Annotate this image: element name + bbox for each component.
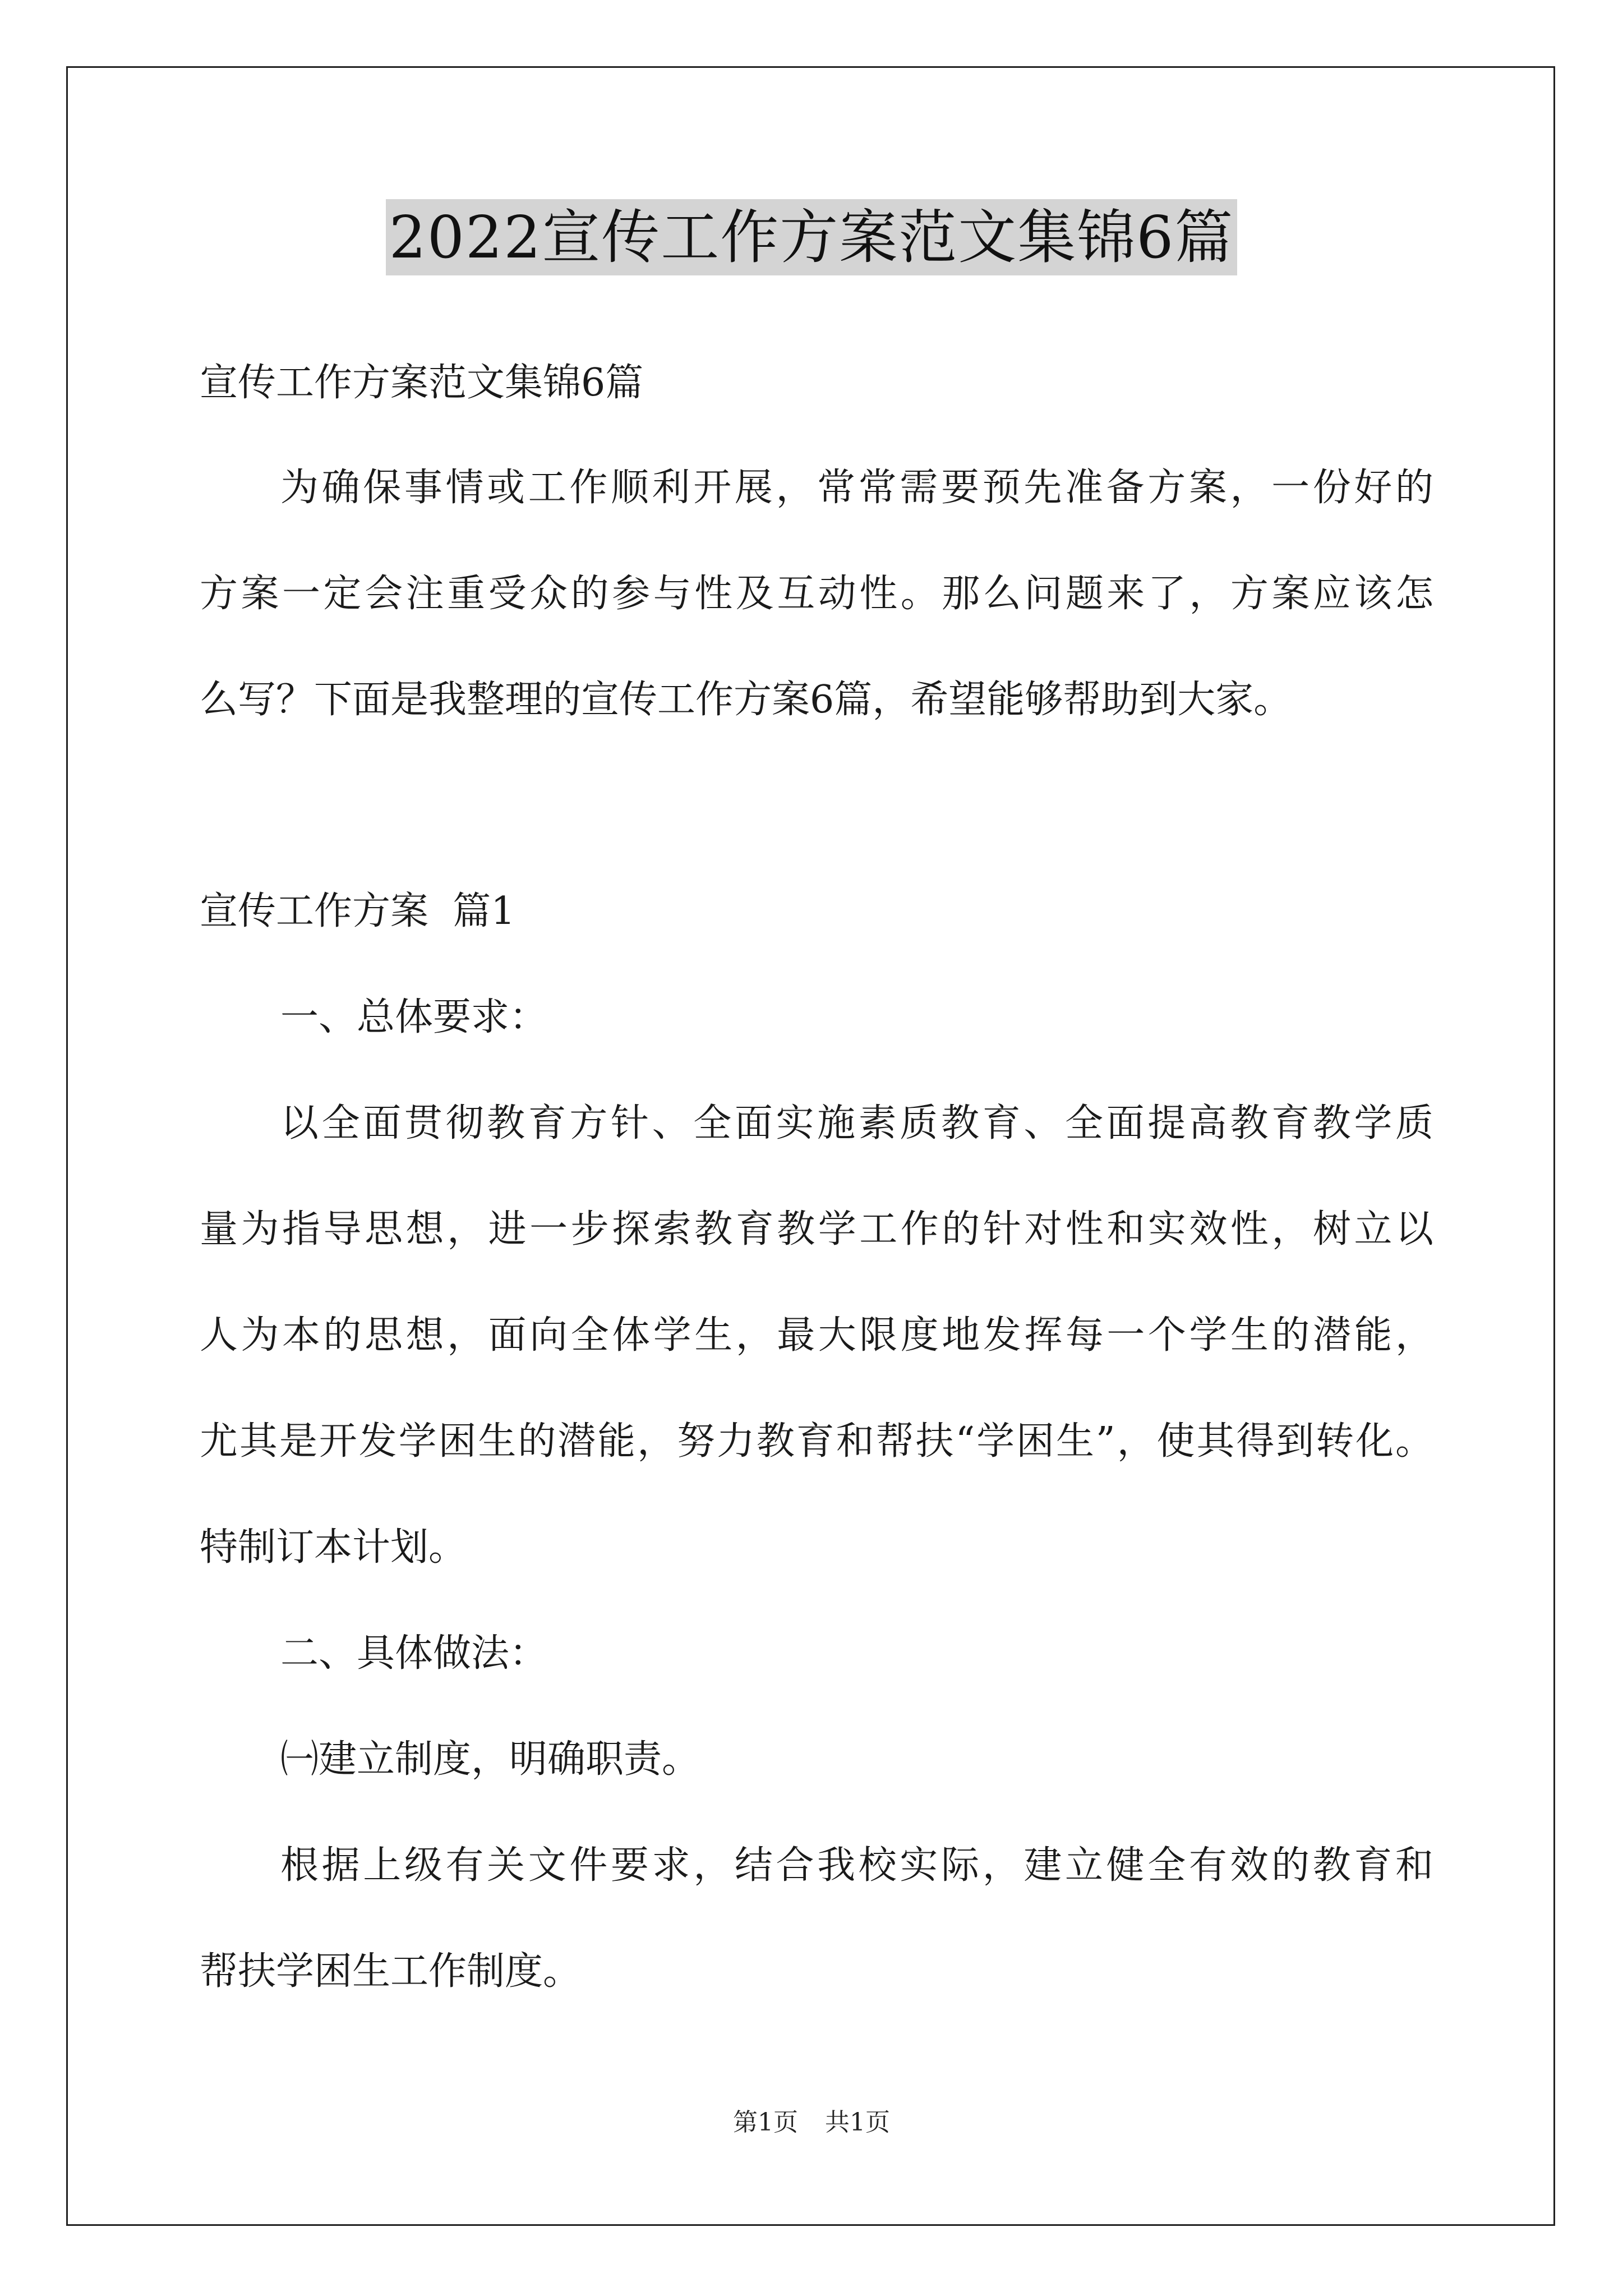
- part1-line-1: 以全面贯彻教育方针、全面实施素质教育、全面提高教育教学质: [280, 1101, 1433, 1145]
- intro-line-2: 方案一定会注重受众的参与性及互动性。那么问题来了，方案应该怎: [200, 572, 1433, 616]
- page-total: 共1页: [825, 2108, 890, 2137]
- item1-heading: ㈠建立制度，明确职责。: [280, 1737, 700, 1782]
- part1-heading: 一、总体要求：: [280, 995, 548, 1039]
- part1-line-5: 特制订本计划。: [200, 1525, 467, 1570]
- document-title: 2022宣传工作方案范文集锦6篇: [386, 199, 1238, 275]
- intro-line-3: 么写？下面是我整理的宣传工作方案6篇，希望能够帮助到大家。: [200, 678, 1292, 722]
- title-container: [0, 199, 1623, 275]
- page-footer: [0, 2107, 1623, 2138]
- section-heading: 宣传工作方案 篇1: [200, 889, 515, 933]
- part2-heading: 二、具体做法：: [280, 1631, 548, 1676]
- part1-line-3: 人为本的思想，面向全体学生，最大限度地发挥每一个学生的潜能，: [200, 1313, 1433, 1358]
- item1-line-1: 根据上级有关文件要求，结合我校实际，建立健全有效的教育和: [280, 1843, 1433, 1888]
- intro-line-1: 为确保事情或工作顺利开展，常常需要预先准备方案，一份好的: [280, 466, 1433, 510]
- page-number: 第1页: [733, 2108, 798, 2137]
- part1-line-4: 尤其是开发学困生的潜能，努力教育和帮扶“学困生”，使其得到转化。: [200, 1419, 1433, 1464]
- item1-line-2: 帮扶学困生工作制度。: [200, 1949, 582, 1994]
- document-subtitle: 宣传工作方案范文集锦6篇: [200, 361, 644, 405]
- part1-line-2: 量为指导思想，进一步探索教育教学工作的针对性和实效性，树立以: [200, 1207, 1433, 1251]
